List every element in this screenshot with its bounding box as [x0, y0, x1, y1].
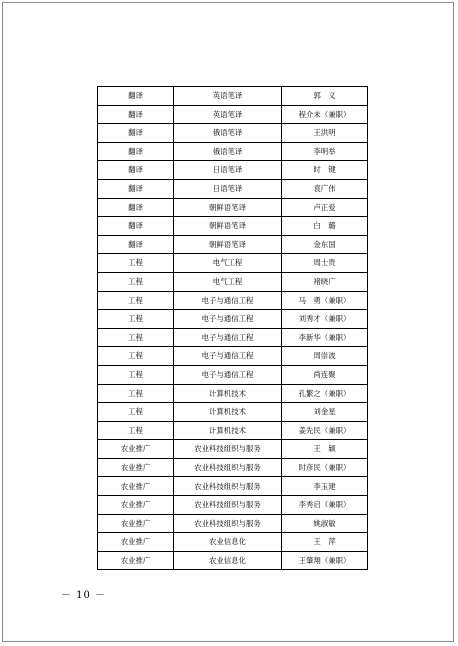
specialty-cell: 农业科技组织与服务 [174, 514, 282, 533]
table-row [98, 347, 368, 366]
field-cell: 翻译 [98, 161, 174, 180]
table-row [98, 142, 368, 161]
specialty-cell: 俄语笔译 [174, 142, 282, 161]
table-row [98, 384, 368, 403]
name-cell: 姜先民（兼职） [282, 421, 368, 440]
field-cell: 翻译 [98, 198, 174, 217]
name-cell: 时 键 [282, 161, 368, 180]
name-cell: 李玉建 [282, 477, 368, 496]
name-cell: 王 萍 [282, 533, 368, 552]
table-row [98, 235, 368, 254]
specialty-cell: 日语笔译 [174, 161, 282, 180]
name-cell: 周崇波 [282, 347, 368, 366]
field-cell: 农业推广 [98, 533, 174, 552]
specialty-cell: 电子与通信工程 [174, 328, 282, 347]
specialty-cell: 电气工程 [174, 254, 282, 273]
name-cell: 金东国 [282, 235, 368, 254]
field-cell: 工程 [98, 384, 174, 403]
field-cell: 农业推广 [98, 496, 174, 515]
name-cell: 郭 义 [282, 87, 368, 106]
table-row [98, 272, 368, 291]
specialty-cell: 朝鲜语笔译 [174, 235, 282, 254]
name-cell: 尚连聚 [282, 365, 368, 384]
table-row [98, 365, 368, 384]
name-cell: 白 璐 [282, 217, 368, 236]
specialty-cell: 朝鲜语笔译 [174, 217, 282, 236]
name-cell: 褚晓广 [282, 272, 368, 291]
name-cell: 李新华（兼职） [282, 328, 368, 347]
field-cell: 工程 [98, 365, 174, 384]
specialty-cell: 计算机技术 [174, 403, 282, 422]
specialty-cell: 农业科技组织与服务 [174, 440, 282, 459]
field-cell: 农业推广 [98, 440, 174, 459]
name-cell: 马 勇（兼职） [282, 291, 368, 310]
name-cell: 周士贵 [282, 254, 368, 273]
name-cell: 刘金星 [282, 403, 368, 422]
specialty-cell: 电子与通信工程 [174, 365, 282, 384]
field-cell: 翻译 [98, 235, 174, 254]
specialty-cell: 电子与通信工程 [174, 347, 282, 366]
table-row [98, 310, 368, 329]
table-row [98, 421, 368, 440]
field-cell: 翻译 [98, 142, 174, 161]
specialty-cell: 农业科技组织与服务 [174, 477, 282, 496]
field-cell: 工程 [98, 310, 174, 329]
tutor-table-container [97, 86, 367, 570]
table-row [98, 477, 368, 496]
page-number: － 10 － [61, 590, 107, 601]
table-row [98, 291, 368, 310]
field-cell: 工程 [98, 272, 174, 291]
specialty-cell: 电子与通信工程 [174, 310, 282, 329]
field-cell: 翻译 [98, 124, 174, 143]
name-cell: 姚淑敏 [282, 514, 368, 533]
name-cell: 李明举 [282, 142, 368, 161]
table-row [98, 514, 368, 533]
name-cell: 王 颖 [282, 440, 368, 459]
table-row [98, 458, 368, 477]
specialty-cell: 农业信息化 [174, 533, 282, 552]
tutor-table [97, 86, 368, 570]
field-cell: 翻译 [98, 105, 174, 124]
specialty-cell: 电子与通信工程 [174, 291, 282, 310]
specialty-cell: 英语笔译 [174, 105, 282, 124]
specialty-cell: 朝鲜语笔译 [174, 198, 282, 217]
name-cell: 李秀启（兼职） [282, 496, 368, 515]
table-row [98, 198, 368, 217]
name-cell: 卢正爱 [282, 198, 368, 217]
field-cell: 工程 [98, 403, 174, 422]
name-cell: 孔繁之（兼职） [282, 384, 368, 403]
specialty-cell: 日语笔译 [174, 179, 282, 198]
table-row [98, 161, 368, 180]
specialty-cell: 计算机技术 [174, 421, 282, 440]
specialty-cell: 农业科技组织与服务 [174, 458, 282, 477]
table-row [98, 87, 368, 106]
field-cell: 工程 [98, 347, 174, 366]
table-row [98, 105, 368, 124]
tutor-table-body [98, 87, 368, 570]
table-row [98, 328, 368, 347]
field-cell: 工程 [98, 328, 174, 347]
specialty-cell: 俄语笔译 [174, 124, 282, 143]
specialty-cell: 农业科技组织与服务 [174, 496, 282, 515]
table-row [98, 179, 368, 198]
field-cell: 工程 [98, 421, 174, 440]
name-cell: 刘秀才（兼职） [282, 310, 368, 329]
field-cell: 工程 [98, 254, 174, 273]
table-row [98, 217, 368, 236]
name-cell: 时彦民（兼职） [282, 458, 368, 477]
name-cell: 袁广伟 [282, 179, 368, 198]
name-cell: 王肇翔（兼职） [282, 551, 368, 570]
field-cell: 工程 [98, 291, 174, 310]
field-cell: 农业推广 [98, 514, 174, 533]
table-row [98, 403, 368, 422]
specialty-cell: 电气工程 [174, 272, 282, 291]
name-cell: 王洪明 [282, 124, 368, 143]
field-cell: 农业推广 [98, 477, 174, 496]
table-row [98, 124, 368, 143]
specialty-cell: 农业信息化 [174, 551, 282, 570]
field-cell: 翻译 [98, 179, 174, 198]
field-cell: 农业推广 [98, 458, 174, 477]
field-cell: 翻译 [98, 217, 174, 236]
document-page [2, 2, 454, 642]
table-row [98, 551, 368, 570]
specialty-cell: 英语笔译 [174, 87, 282, 106]
table-row [98, 440, 368, 459]
name-cell: 程介未（兼职） [282, 105, 368, 124]
field-cell: 翻译 [98, 87, 174, 106]
table-row [98, 496, 368, 515]
table-row [98, 533, 368, 552]
table-row [98, 254, 368, 273]
specialty-cell: 计算机技术 [174, 384, 282, 403]
field-cell: 农业推广 [98, 551, 174, 570]
